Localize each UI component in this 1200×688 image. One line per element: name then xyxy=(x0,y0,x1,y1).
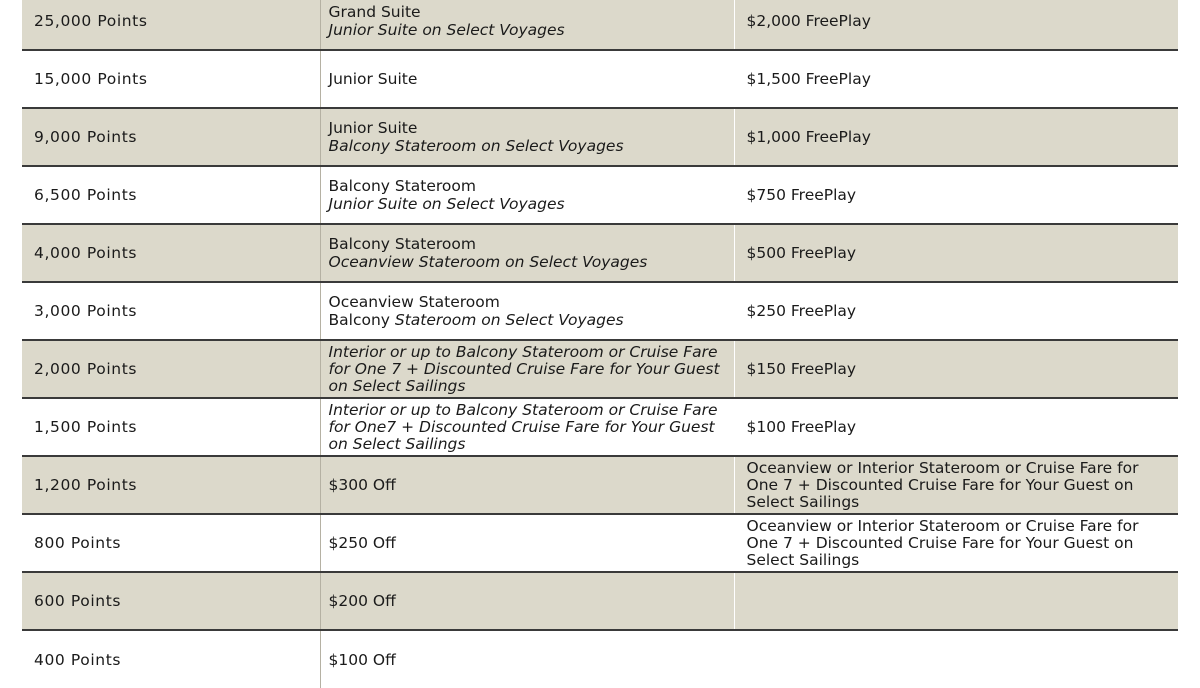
table-row xyxy=(22,50,1178,108)
table-row xyxy=(22,282,1178,340)
points-cell: 9,000 Points xyxy=(34,128,138,146)
stateroom-cell xyxy=(320,166,734,224)
stateroom-offer-text: Interior or up to Balcony Stateroom or Cruise Fare for One 7 + Discounted Cruise Fare for Your Guest on Select Sailings xyxy=(328,342,720,395)
points-cell: 15,000 Points xyxy=(34,70,148,88)
table-row xyxy=(22,224,1178,282)
table-row xyxy=(22,630,1178,688)
stateroom-cell xyxy=(320,456,734,514)
benefit-cell: $1,500 FreePlay xyxy=(734,50,1178,108)
stateroom-alternate-lead: Balcony xyxy=(328,311,390,329)
stateroom-main: $100 Off xyxy=(328,650,396,669)
rewards-table xyxy=(22,0,1178,688)
points-cell: 6,500 Points xyxy=(34,186,138,204)
benefit-cell xyxy=(734,572,1178,630)
stateroom-offer-text: Interior or up to Balcony Stateroom or Cruise Fare for One7 + Discounted Cruise Fare for Your Guest on Select Sailings xyxy=(328,400,718,453)
stateroom-main: $300 Off xyxy=(328,476,396,494)
table-row xyxy=(22,108,1178,166)
stateroom-alternate-rest: Stateroom on Select Voyages xyxy=(394,311,624,329)
benefit-cell: $150 FreePlay xyxy=(734,340,1178,398)
benefit-offer-text: Oceanview or Interior Stateroom or Cruise Fare for One 7 + Discounted Cruise Fare for Your Guest on Select Sailings xyxy=(746,458,1139,511)
benefit-cell: $750 FreePlay xyxy=(734,166,1178,224)
stateroom-cell xyxy=(320,224,734,282)
table-row xyxy=(22,340,1178,398)
points-cell: 3,000 Points xyxy=(34,302,138,320)
stateroom-alternate xyxy=(329,311,734,329)
table-row xyxy=(22,398,1178,456)
benefit-cell xyxy=(734,630,1178,688)
benefit-offer-text: Oceanview or Interior Stateroom or Cruise Fare for One 7 + Discounted Cruise Fare for Your Guest on Select Sailings xyxy=(746,516,1139,569)
points-cell: 4,000 Points xyxy=(34,244,138,262)
stateroom-alternate: Oceanview Stateroom on Select Voyages xyxy=(328,253,648,271)
stateroom-main: $200 Off xyxy=(328,592,396,610)
benefit-cell: $1,000 FreePlay xyxy=(734,108,1178,166)
stateroom-main: Balcony Stateroom xyxy=(328,235,476,253)
stateroom-main: Junior Suite xyxy=(328,119,418,137)
points-cell: 2,000 Points xyxy=(34,360,138,378)
stateroom-cell xyxy=(320,108,734,166)
benefit-cell: $500 FreePlay xyxy=(734,224,1178,282)
benefit-cell: $2,000 FreePlay xyxy=(734,0,1178,50)
points-cell: 800 Points xyxy=(34,534,122,552)
points-cell: 600 Points xyxy=(34,592,122,610)
stateroom-main: Balcony Stateroom xyxy=(328,177,476,195)
points-cell: 1,200 Points xyxy=(34,476,138,494)
benefit-cell xyxy=(734,456,1178,514)
stateroom-cell xyxy=(320,282,734,340)
table-row xyxy=(22,166,1178,224)
benefit-cell: $100 FreePlay xyxy=(734,398,1178,456)
stateroom-cell xyxy=(320,50,734,108)
points-cell: 1,500 Points xyxy=(34,418,138,436)
table-row xyxy=(22,456,1178,514)
benefit-cell: $250 FreePlay xyxy=(734,282,1178,340)
stateroom-cell xyxy=(320,514,734,572)
stateroom-alternate: Junior Suite on Select Voyages xyxy=(328,20,565,39)
stateroom-main: Oceanview Stateroom xyxy=(328,293,500,311)
stateroom-alternate: Balcony Stateroom on Select Voyages xyxy=(328,137,624,155)
table-row xyxy=(22,572,1178,630)
points-cell: 400 Points xyxy=(34,650,122,669)
stateroom-cell xyxy=(320,398,734,456)
stateroom-cell xyxy=(320,340,734,398)
table-row xyxy=(22,514,1178,572)
stateroom-main: Grand Suite xyxy=(328,2,421,21)
stateroom-cell xyxy=(320,572,734,630)
table-row xyxy=(22,0,1178,50)
stateroom-alternate: Junior Suite on Select Voyages xyxy=(328,195,565,213)
stateroom-main: Junior Suite xyxy=(328,70,418,88)
stateroom-main: $250 Off xyxy=(328,534,396,552)
points-cell: 25,000 Points xyxy=(34,11,148,30)
stateroom-cell xyxy=(320,0,734,50)
benefit-cell xyxy=(734,514,1178,572)
stateroom-cell xyxy=(320,630,734,688)
